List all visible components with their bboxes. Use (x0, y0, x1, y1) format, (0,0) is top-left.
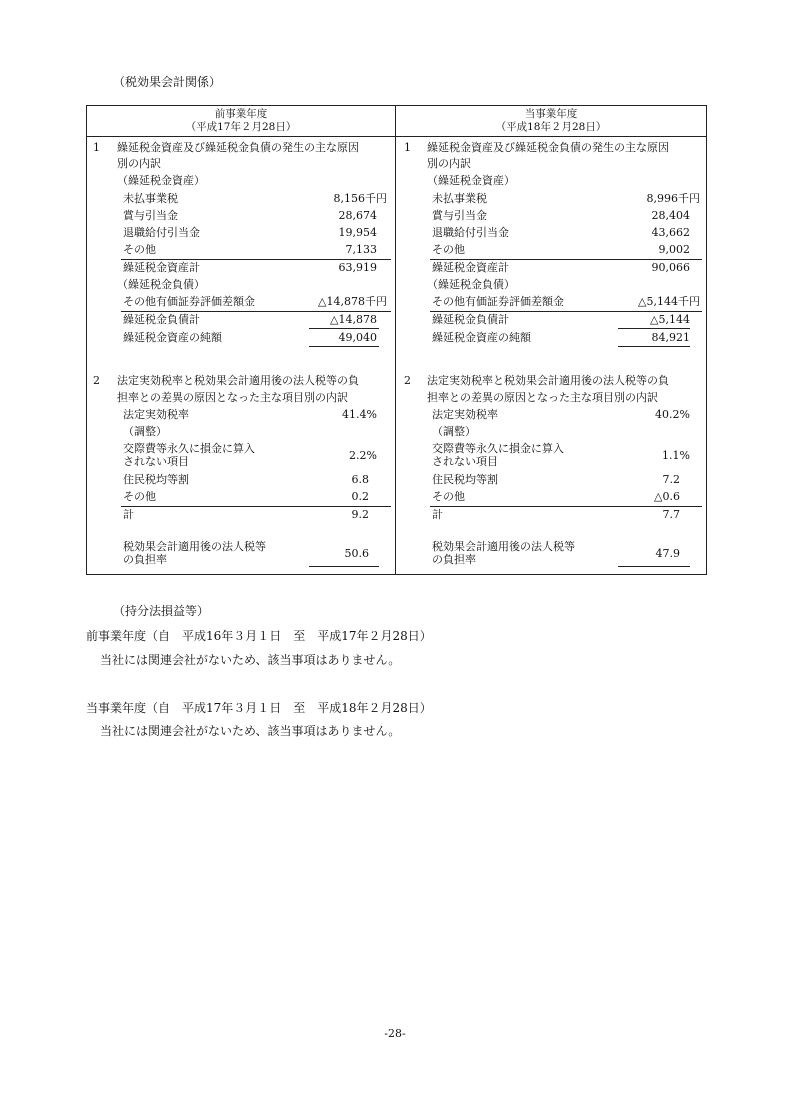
liabilities-total-label: 繰延税金負債計 (432, 313, 509, 326)
liability-item-label: その他有価証券評価差額金 (432, 295, 564, 308)
assets-heading: （繰延税金資産） (427, 174, 515, 187)
section1-title-line1: 繰延税金資産及び繰延税金負債の発生の主な原因 (427, 141, 669, 154)
asset-value: 8,996千円 (646, 192, 700, 205)
entertainment-label-line2: されない項目 (432, 455, 498, 468)
curr-period-text: 当社には関連会社がないため、該当事項はありません。 (100, 724, 401, 738)
adjustment-heading: （調整） (432, 425, 476, 438)
burden-rate-label-line2: の負担率 (123, 553, 167, 566)
liabilities-total-value: △5,144 (650, 313, 690, 326)
prev-period-text: 当社には関連会社がないため、該当事項はありません。 (100, 653, 401, 667)
other-value: △0.6 (654, 490, 680, 503)
assets-total-label: 繰延税金資産計 (432, 261, 509, 274)
equity-method-section-title: （持分法損益等） (113, 604, 210, 618)
entertainment-label-line2: されない項目 (123, 455, 189, 468)
rule (618, 566, 690, 567)
curr-period-line: 当事業年度（自 平成17年３月１日 至 平成18年２月28日） (86, 701, 432, 715)
asset-value: 28,674 (338, 209, 377, 222)
column-header (396, 108, 706, 134)
rule (309, 328, 379, 329)
burden-rate-label-line2: の負担率 (432, 553, 476, 566)
assets-heading: （繰延税金資産） (117, 174, 205, 187)
asset-value: 8,156千円 (333, 192, 387, 205)
net-assets-label: 繰延税金資産の純額 (123, 331, 222, 344)
entertainment-value: 2.2% (349, 449, 377, 462)
section1-number: 1 (93, 141, 100, 154)
resident-tax-label: 住民税均等割 (123, 473, 189, 486)
burden-rate-label-line1: 税効果会計適用後の法人税等 (123, 540, 266, 553)
curr-year-column (396, 106, 706, 574)
entertainment-label-line1: 交際費等永久に損金に算入 (123, 442, 255, 455)
rule (121, 311, 391, 312)
liabilities-total-value: △14,878 (330, 313, 377, 326)
asset-label: 賞与引当金 (123, 209, 178, 222)
rule (618, 346, 690, 347)
section1-title-line2: 別の内訳 (117, 157, 161, 170)
total-label: 計 (432, 508, 443, 521)
section1-title-line1: 繰延税金資産及び繰延税金負債の発生の主な原因 (117, 141, 359, 154)
asset-label: 退職給付引当金 (432, 226, 509, 239)
statutory-rate-value: 41.4% (342, 408, 377, 421)
asset-label: 未払事業税 (432, 192, 487, 205)
burden-rate-value: 50.6 (344, 547, 369, 560)
prev-year-column (87, 106, 395, 574)
period-date: （平成17年２月28日） (185, 121, 297, 133)
asset-value: 9,002 (658, 243, 690, 256)
burden-rate-label-line1: 税効果会計適用後の法人税等 (432, 540, 575, 553)
other-label: その他 (123, 490, 156, 503)
asset-label: その他 (123, 243, 156, 256)
net-assets-value: 49,040 (338, 331, 377, 344)
statutory-rate-label: 法定実効税率 (123, 408, 189, 421)
entertainment-label-line1: 交際費等永久に損金に算入 (432, 442, 564, 455)
section2-title-line2: 担率との差異の原因となった主な項目別の内訳 (427, 391, 658, 404)
asset-value: 28,404 (651, 209, 690, 222)
resident-tax-label: 住民税均等割 (432, 473, 498, 486)
liability-item-label: その他有価証券評価差額金 (123, 295, 255, 308)
entertainment-value: 1.1% (662, 449, 690, 462)
asset-label: その他 (432, 243, 465, 256)
liabilities-heading: （繰延税金負債） (427, 278, 515, 291)
section1-number: 1 (404, 141, 411, 154)
assets-total-label: 繰延税金資産計 (123, 261, 200, 274)
period-date: （平成18年２月28日） (495, 121, 607, 133)
period-label: 当事業年度 (524, 108, 578, 120)
page-number: -28- (384, 1027, 406, 1040)
statutory-rate-value: 40.2% (655, 408, 690, 421)
section2-number: 2 (404, 374, 411, 387)
rule (121, 259, 391, 260)
rule (618, 328, 690, 329)
rule (430, 259, 702, 260)
resident-tax-value: 7.2 (662, 473, 680, 486)
rule (121, 506, 391, 507)
rule (430, 506, 702, 507)
rule (309, 566, 379, 567)
section1-title-line2: 別の内訳 (427, 157, 471, 170)
adjustment-heading: （調整） (123, 425, 167, 438)
assets-total-value: 90,066 (651, 261, 690, 274)
tax-effect-table (86, 105, 707, 575)
column-header (87, 108, 395, 134)
assets-total-value: 63,919 (338, 261, 377, 274)
tax-effect-section-title: （税効果会計関係） (113, 75, 222, 89)
net-assets-label: 繰延税金資産の純額 (432, 331, 531, 344)
other-label: その他 (432, 490, 465, 503)
liability-item-value: △14,878千円 (318, 295, 387, 308)
asset-label: 未払事業税 (123, 192, 178, 205)
asset-label: 退職給付引当金 (123, 226, 200, 239)
asset-value: 19,954 (338, 226, 377, 239)
section2-title-line1: 法定実効税率と税効果会計適用後の法人税等の負 (427, 374, 669, 387)
liability-item-value: △5,144千円 (638, 295, 700, 308)
liabilities-total-label: 繰延税金負債計 (123, 313, 200, 326)
other-value: 0.2 (351, 490, 369, 503)
resident-tax-value: 6.8 (351, 473, 369, 486)
asset-value: 43,662 (651, 226, 690, 239)
asset-value: 7,133 (345, 243, 377, 256)
asset-label: 賞与引当金 (432, 209, 487, 222)
total-label: 計 (123, 508, 134, 521)
rule (309, 346, 379, 347)
section2-title-line2: 担率との差異の原因となった主な項目別の内訳 (117, 391, 348, 404)
total-value: 7.7 (662, 508, 680, 521)
section2-title-line1: 法定実効税率と税効果会計適用後の法人税等の負 (117, 374, 359, 387)
rule (430, 311, 702, 312)
period-label: 前事業年度 (214, 108, 268, 120)
liabilities-heading: （繰延税金負債） (117, 278, 205, 291)
statutory-rate-label: 法定実効税率 (432, 408, 498, 421)
burden-rate-value: 47.9 (655, 547, 680, 560)
prev-period-line: 前事業年度（自 平成16年３月１日 至 平成17年２月28日） (86, 629, 432, 643)
total-value: 9.2 (351, 508, 369, 521)
section2-number: 2 (93, 374, 100, 387)
net-assets-value: 84,921 (651, 331, 690, 344)
